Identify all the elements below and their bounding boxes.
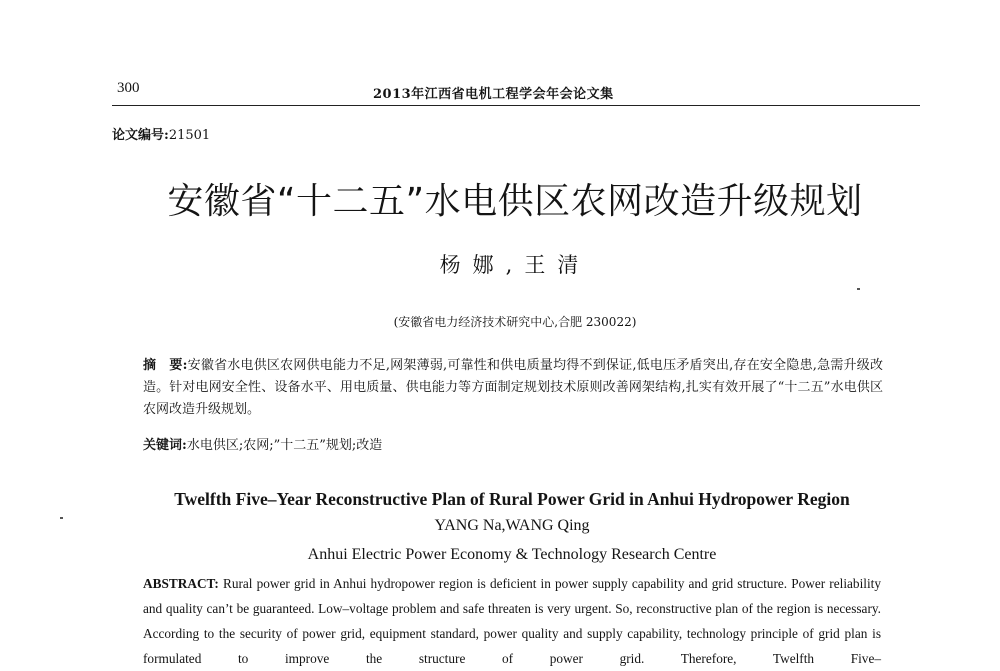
page-number: 300 <box>117 80 140 96</box>
paper-number <box>112 124 210 143</box>
english-title: Twelfth Five–Year Reconstructive Plan of Rural Power Grid in Anhui Hydropower Region <box>174 489 850 509</box>
chinese-keywords-text: 水电供区;农网;”十二五”规划;改造 <box>186 438 383 453</box>
paper-number-label: 论文编号: <box>112 128 169 143</box>
chinese-affiliation: (安徽省电力经济技术研究中心,合肥 230022) <box>393 315 637 329</box>
chinese-keywords <box>143 434 382 453</box>
english-abstract-text: Rural power grid in Anhui hydropower region is deficient in power supply capability and grid structure. Power reliability and quality can’t be guaranteed. Low–voltage problem and safe threaten is very urgent. So, reconstructive plan of the region is necessary. According to the security of power grid, equipment standard, power quality and supply capability, technology principle of grid plan is formulated to improve the structure of power grid. Therefore, Twelfth Five– <box>143 576 881 666</box>
chinese-abstract-label: 摘 要: <box>143 358 188 373</box>
english-affiliation: Anhui Electric Power Economy & Technology Research Centre <box>307 546 717 563</box>
chinese-abstract-text: 安徽省水电供区农网供电能力不足,网架薄弱,可靠性和供电质量均得不到保证,低电压矛盾突出,存在安全隐患,急需升级改造。针对电网安全性、设备水平、用电质量、供电能力等方面制定规划技术原则改善网架结构,扎实有效开展了“十二五”水电供区农网改造升级规划。 <box>143 358 883 417</box>
english-abstract <box>143 571 881 671</box>
running-title: 2013年江西省电机工程学会年会论文集 <box>373 87 614 102</box>
english-abstract-label: ABSTRACT: <box>143 576 219 591</box>
chinese-title: 安徽省“十二五”水电供区农网改造升级规划 <box>167 181 863 222</box>
scan-speck <box>60 517 63 519</box>
chinese-authors: 杨娜,王清 <box>439 253 591 277</box>
english-authors: YANG Na,WANG Qing <box>434 517 590 534</box>
paper-number-value: 21501 <box>168 128 211 143</box>
scan-speck <box>857 288 860 290</box>
chinese-keywords-label: 关键词: <box>143 438 187 453</box>
header-rule <box>112 105 920 106</box>
chinese-abstract <box>143 355 883 421</box>
